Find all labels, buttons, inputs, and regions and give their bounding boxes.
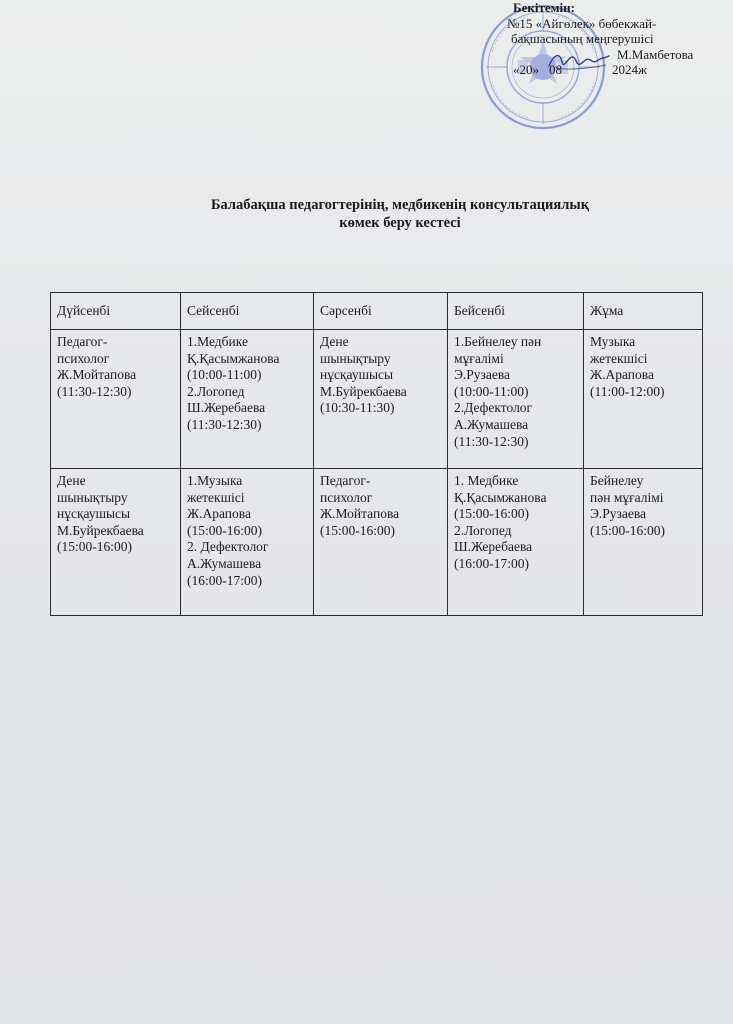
cell-text-line: А.Жумашева bbox=[187, 555, 262, 571]
header-tuesday: Сейсенбі bbox=[181, 293, 314, 330]
title-line-2: көмек беру кестесі bbox=[339, 215, 461, 231]
header-thursday: Бейсенбі bbox=[448, 293, 584, 330]
approval-date-line bbox=[505, 62, 730, 78]
cell-text-line: жетекшісі bbox=[187, 489, 245, 505]
approval-director-line bbox=[505, 47, 730, 63]
cell-text-line: пән мұғалімі bbox=[590, 489, 664, 505]
cell-text-line: шынықтыру bbox=[320, 350, 391, 366]
cell-text-line: (15:00-16:00) bbox=[187, 522, 262, 538]
cell-text-line: психолог bbox=[57, 350, 110, 366]
cell-text-line: Э.Рузаева bbox=[454, 367, 511, 383]
cell-text-line: Қ.Қасымжанова bbox=[187, 350, 280, 366]
cell-text-line: (15:00-16:00) bbox=[590, 522, 665, 538]
cell-text-line: Ш.Жеребаева bbox=[454, 539, 533, 555]
approval-date-month: 08 bbox=[549, 62, 562, 77]
cell-text-line: (15:00-16:00) bbox=[57, 539, 132, 555]
cell-text-line: 1.Музыка bbox=[187, 473, 243, 488]
page-title bbox=[0, 196, 733, 232]
cell-text-line: нұсқаушысы bbox=[320, 367, 394, 383]
cell-text-line: 2.Логопед bbox=[187, 383, 245, 399]
cell-text-line: Ж.Арапова bbox=[590, 367, 654, 383]
approval-title: Бекітемін: bbox=[513, 0, 575, 15]
schedule-cell-wednesday bbox=[314, 469, 448, 616]
cell-text-line: 2.Дефектолог bbox=[454, 400, 533, 416]
cell-text-line: Педагог- bbox=[57, 334, 108, 349]
schedule-cell-wednesday bbox=[314, 330, 448, 469]
approval-institution-line: №15 «Айгөлек» бөбекжай- bbox=[507, 15, 657, 31]
cell-text-line: (10:30-11:30) bbox=[320, 400, 395, 416]
cell-text-line: Ж.Мойтапова bbox=[320, 506, 400, 522]
schedule-cell-tuesday bbox=[181, 330, 314, 469]
cell-text-line: жетекшісі bbox=[590, 350, 648, 366]
schedule-cell-monday bbox=[51, 469, 181, 616]
cell-text-line: (15:00-16:00) bbox=[454, 506, 529, 522]
schedule-cell-thursday bbox=[448, 330, 584, 469]
cell-text-line: нұсқаушысы bbox=[57, 506, 131, 522]
cell-text-line: (11:00-12:00) bbox=[590, 383, 665, 399]
cell-text-line: Қ.Қасымжанова bbox=[454, 489, 547, 505]
approval-date-day: «20» bbox=[513, 62, 539, 77]
cell-text-line: Э.Рузаева bbox=[590, 506, 647, 522]
cell-text-line: (10:00-11:00) bbox=[454, 383, 529, 399]
table-row bbox=[51, 330, 703, 469]
schedule-cell-friday bbox=[584, 469, 703, 616]
cell-text-line: Дене bbox=[57, 473, 86, 488]
cell-text-line: А.Жумашева bbox=[454, 416, 529, 432]
header-wednesday: Сәрсенбі bbox=[314, 293, 448, 330]
cell-text-line: 2.Логопед bbox=[454, 522, 512, 538]
cell-text-line: Дене bbox=[320, 334, 349, 349]
approval-block bbox=[505, 0, 730, 78]
cell-text-line: Музыка bbox=[590, 334, 636, 349]
schedule-cell-monday bbox=[51, 330, 181, 469]
title-line-1: Балабақша педагогтерінің, медбикенің консультациялық bbox=[210, 197, 590, 213]
cell-text-line: Ж.Арапова bbox=[187, 506, 251, 522]
cell-text-line: Ш.Жеребаева bbox=[187, 400, 266, 416]
cell-text-line: 1.Бейнелеу пән bbox=[454, 334, 542, 349]
cell-text-line: Педагог- bbox=[320, 473, 371, 488]
consultation-schedule-table bbox=[50, 292, 703, 616]
header-friday: Жұма bbox=[584, 293, 703, 330]
approval-position-line: бақшасының меңгерушісі bbox=[511, 31, 654, 46]
cell-text-line: (15:00-16:00) bbox=[320, 522, 395, 538]
cell-text-line: 1. Медбике bbox=[454, 473, 519, 488]
cell-text-line: мұғалімі bbox=[454, 350, 504, 366]
cell-text-line: (11:30-12:30) bbox=[187, 416, 262, 432]
cell-text-line: шынықтыру bbox=[57, 489, 128, 505]
cell-text-line: 1.Медбике bbox=[187, 334, 248, 349]
cell-text-line: М.Буйрекбаева bbox=[320, 383, 407, 399]
schedule-cell-thursday bbox=[448, 469, 584, 616]
cell-text-line: Ж.Мойтапова bbox=[57, 367, 137, 383]
table-header-row bbox=[51, 293, 703, 330]
cell-text-line: (10:00-11:00) bbox=[187, 367, 262, 383]
cell-text-line: (16:00-17:00) bbox=[454, 555, 529, 571]
table-row bbox=[51, 469, 703, 616]
cell-text-line: Бейнелеу bbox=[590, 473, 644, 488]
director-name: М.Мамбетова bbox=[617, 46, 694, 62]
cell-text-line: 2. Дефектолог bbox=[187, 539, 269, 555]
approval-date-year: 2024ж bbox=[612, 62, 647, 77]
cell-text-line: (16:00-17:00) bbox=[187, 572, 262, 588]
header-monday: Дүйсенбі bbox=[51, 293, 181, 330]
cell-text-line: (11:30-12:30) bbox=[57, 383, 132, 399]
cell-text-line: психолог bbox=[320, 489, 373, 505]
cell-text-line: (11:30-12:30) bbox=[454, 433, 529, 449]
cell-text-line: М.Буйрекбаева bbox=[57, 522, 144, 538]
schedule-cell-tuesday bbox=[181, 469, 314, 616]
schedule-cell-friday bbox=[584, 330, 703, 469]
